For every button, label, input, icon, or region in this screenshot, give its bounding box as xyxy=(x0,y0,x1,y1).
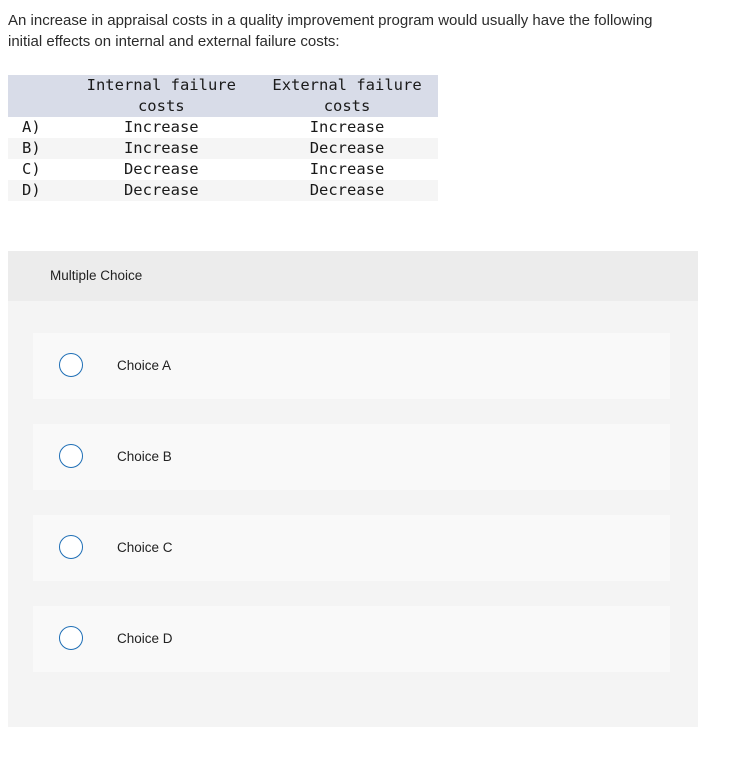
choice-c-option[interactable] xyxy=(33,515,670,581)
choice-b-label[interactable]: Choice B xyxy=(117,449,172,464)
internal-header-line-2: costs xyxy=(137,97,185,115)
multiple-choice-header xyxy=(8,251,698,301)
row-letter: D) xyxy=(8,180,67,201)
radio-unselected-icon[interactable] xyxy=(59,626,83,650)
external-header-line-1: External failure xyxy=(272,76,422,94)
internal-header-line-1: Internal failure xyxy=(86,76,236,94)
multiple-choice-panel xyxy=(8,251,698,727)
choice-c-label[interactable]: Choice C xyxy=(117,540,173,555)
table-row xyxy=(8,117,438,138)
choice-d-option[interactable] xyxy=(33,606,670,672)
row-external: Decrease xyxy=(256,180,438,201)
row-internal: Decrease xyxy=(123,160,199,178)
row-external: Decrease xyxy=(256,138,438,159)
row-letter: B) xyxy=(8,138,67,159)
choice-d-label[interactable]: Choice D xyxy=(117,631,173,646)
row-internal: Increase xyxy=(67,138,257,159)
row-internal: Increase xyxy=(123,118,199,136)
table-header-external xyxy=(256,75,438,117)
row-external: Increase xyxy=(309,160,385,178)
table-row xyxy=(8,138,438,159)
radio-unselected-icon[interactable] xyxy=(59,444,83,468)
radio-unselected-icon[interactable] xyxy=(59,535,83,559)
row-letter: C) xyxy=(22,160,41,178)
external-header-line-2: costs xyxy=(323,97,371,115)
table-header-letter xyxy=(8,75,67,117)
choice-b-option[interactable] xyxy=(33,424,670,490)
answer-options-table xyxy=(8,75,438,201)
table-header-row xyxy=(8,75,438,117)
question-line-2: initial effects on internal and external failure costs: xyxy=(8,33,340,50)
choice-a-label[interactable]: Choice A xyxy=(117,358,172,373)
table-row xyxy=(8,180,438,201)
row-internal: Decrease xyxy=(67,180,257,201)
table-row xyxy=(8,159,438,180)
row-letter: A) xyxy=(22,118,41,136)
radio-unselected-icon[interactable] xyxy=(59,353,83,377)
row-external: Increase xyxy=(309,118,385,136)
table-header-internal xyxy=(67,75,257,117)
question-text xyxy=(8,10,708,52)
multiple-choice-label: Multiple Choice xyxy=(50,268,143,283)
choice-a-option[interactable] xyxy=(33,333,670,399)
question-line-1: An increase in appraisal costs in a quality improvement program would usually have the following xyxy=(8,12,653,29)
